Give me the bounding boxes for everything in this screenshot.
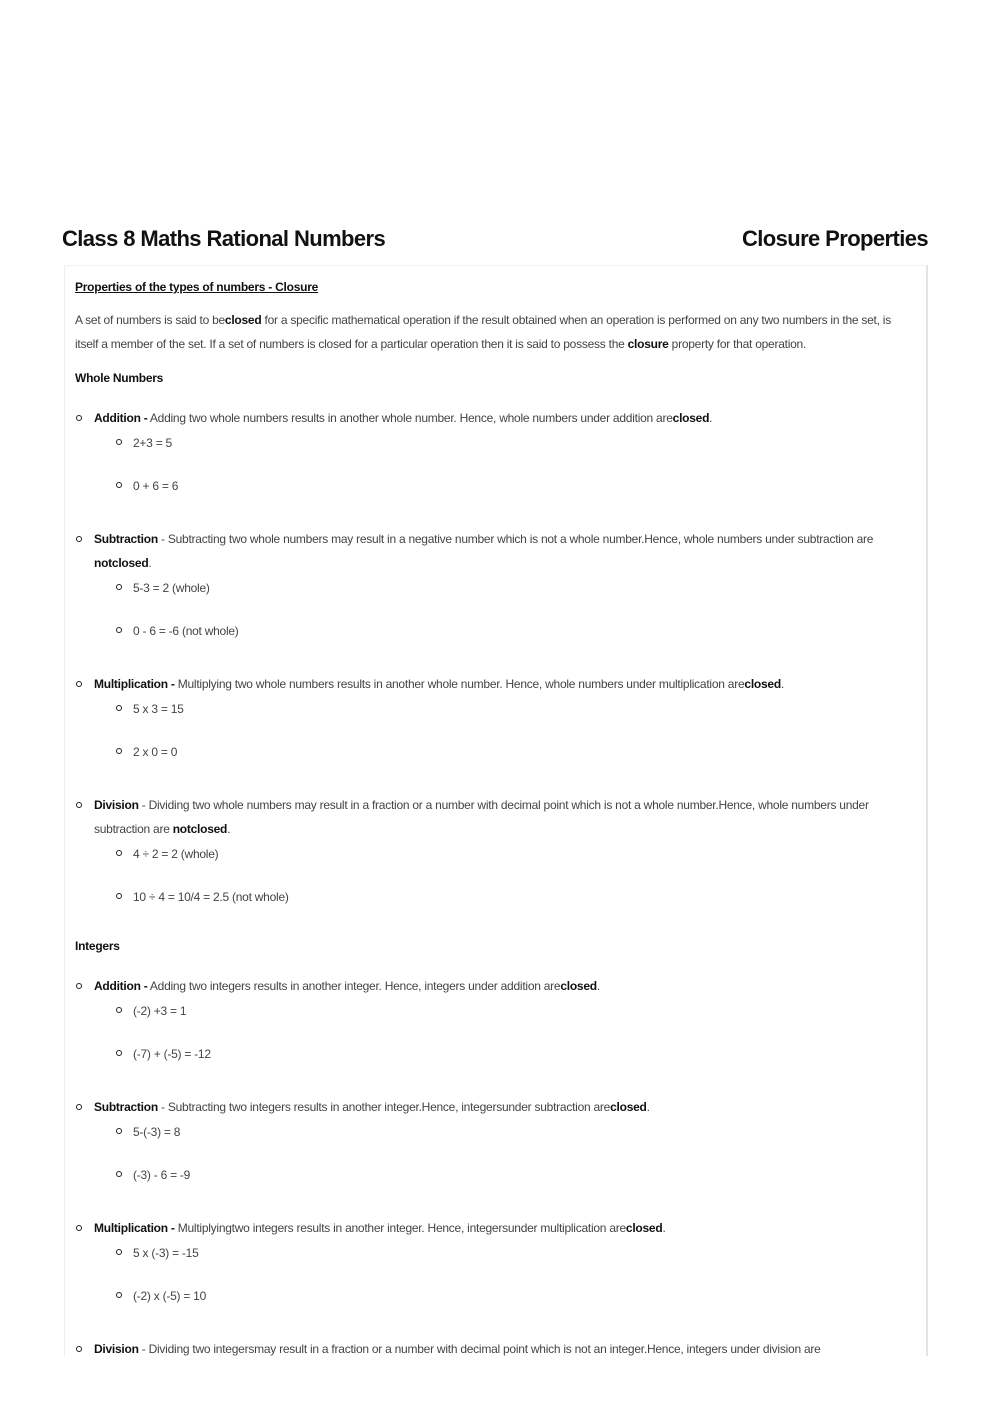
number-type-section <box>75 938 916 1356</box>
operation-label: Subtraction <box>94 1100 158 1114</box>
example-item: 4 ÷ 2 = 2 (whole) <box>94 844 916 887</box>
example-item: (-7) + (-5) = -12 <box>94 1044 916 1087</box>
operation-item <box>75 406 916 519</box>
example-item: (-2) x (-5) = 10 <box>94 1286 916 1329</box>
text: for a specific mathematical operation if the result obtained when an operation is performed on any two numbers in the set, is itself a member of the set. If a set of numbers is closed for a particular operation then it is said to possess the <box>75 313 891 351</box>
closure-status: closed <box>560 979 597 993</box>
text: . <box>709 411 713 425</box>
content-box <box>64 265 928 1356</box>
example-item: (-3) - 6 = -9 <box>94 1165 916 1208</box>
bold-term: closure <box>627 337 669 351</box>
operation-list <box>75 974 916 1356</box>
operation-label: Subtraction <box>94 532 158 546</box>
number-type-section <box>75 370 916 930</box>
text: A set of numbers is said to be <box>75 313 225 327</box>
operation-text: Adding two whole numbers results in another whole number. Hence, whole numbers under addition are <box>147 411 673 425</box>
operation-item <box>75 974 916 1087</box>
operation-label: Addition - <box>94 979 148 993</box>
intro-paragraph <box>75 308 916 356</box>
example-item: 5 x (-3) = -15 <box>94 1243 916 1286</box>
operation-item <box>75 1337 916 1356</box>
sections <box>75 370 916 1356</box>
example-list <box>94 1122 916 1208</box>
closure-status: notclosed <box>172 822 228 836</box>
example-item: 0 - 6 = -6 (not whole) <box>94 621 916 664</box>
example-item: 10 ÷ 4 = 10/4 = 2.5 (not whole) <box>94 887 916 930</box>
bold-term: closed <box>224 313 262 327</box>
example-item: 5-(-3) = 8 <box>94 1122 916 1165</box>
example-list <box>94 578 916 664</box>
operation-item <box>75 793 916 930</box>
example-item: 5-3 = 2 (whole) <box>94 578 916 621</box>
closure-status: closed <box>610 1100 647 1114</box>
closure-status: notclosed <box>94 556 149 570</box>
example-list <box>94 433 916 519</box>
text: . <box>227 822 231 836</box>
example-list <box>94 1243 916 1329</box>
closure-status: closed <box>625 1221 663 1235</box>
text: . <box>662 1221 666 1235</box>
document-title: Class 8 Maths Rational Numbers <box>62 226 386 251</box>
text: . <box>148 556 152 570</box>
topic-title: Closure Properties <box>741 226 928 251</box>
operation-text: - Subtracting two whole numbers may result in a negative number which is not a whole number.Hence, whole numbers under subtraction are <box>157 532 874 546</box>
example-list <box>94 844 916 930</box>
example-list <box>94 1001 916 1087</box>
operation-list <box>75 406 916 930</box>
operation-item <box>75 1216 916 1329</box>
operation-text: Adding two integers results in another integer. Hence, integers under addition are <box>147 979 561 993</box>
text: . <box>780 677 784 691</box>
operation-label: Division <box>94 1342 139 1356</box>
example-list <box>94 699 916 785</box>
example-item: 0 + 6 = 6 <box>94 476 916 519</box>
operation-text: Multiplyingtwo integers results in another integer. Hence, integersunder multiplication are <box>174 1221 626 1235</box>
number-type-heading: Integers <box>75 939 120 953</box>
operation-item <box>75 1095 916 1208</box>
operation-label: Division <box>94 798 139 812</box>
operation-text: - Dividing two whole numbers may result in a fraction or a number with decimal point which is not a whole number.Hence, whole numbers under subtraction are <box>94 798 869 836</box>
closure-status: closed <box>744 677 781 691</box>
operation-item <box>75 672 916 785</box>
section-heading: Properties of the types of numbers - Closure <box>75 280 319 294</box>
operation-text: Multiplying two whole numbers results in another whole number. Hence, whole numbers under multiplication are <box>174 677 745 691</box>
operation-item <box>75 527 916 664</box>
text: property for that operation. <box>668 337 807 351</box>
operation-text: - Dividing two integersmay result in a fraction or a number with decimal point which is not an integer.Hence, integers under division are <box>138 1342 821 1356</box>
example-item: 2 x 0 = 0 <box>94 742 916 785</box>
operation-label: Multiplication - <box>94 1221 175 1235</box>
closure-status: closed <box>672 411 710 425</box>
text: . <box>596 979 600 993</box>
operation-label: Multiplication - <box>94 677 175 691</box>
example-item: (-2) +3 = 1 <box>94 1001 916 1044</box>
number-type-heading: Whole Numbers <box>75 371 164 385</box>
example-item: 5 x 3 = 15 <box>94 699 916 742</box>
example-item: 2+3 = 5 <box>94 433 916 476</box>
operation-text: - Subtracting two integers results in another integer.Hence, integersunder subtraction are <box>157 1100 611 1114</box>
text: . <box>646 1100 650 1114</box>
operation-label: Addition - <box>94 411 148 425</box>
